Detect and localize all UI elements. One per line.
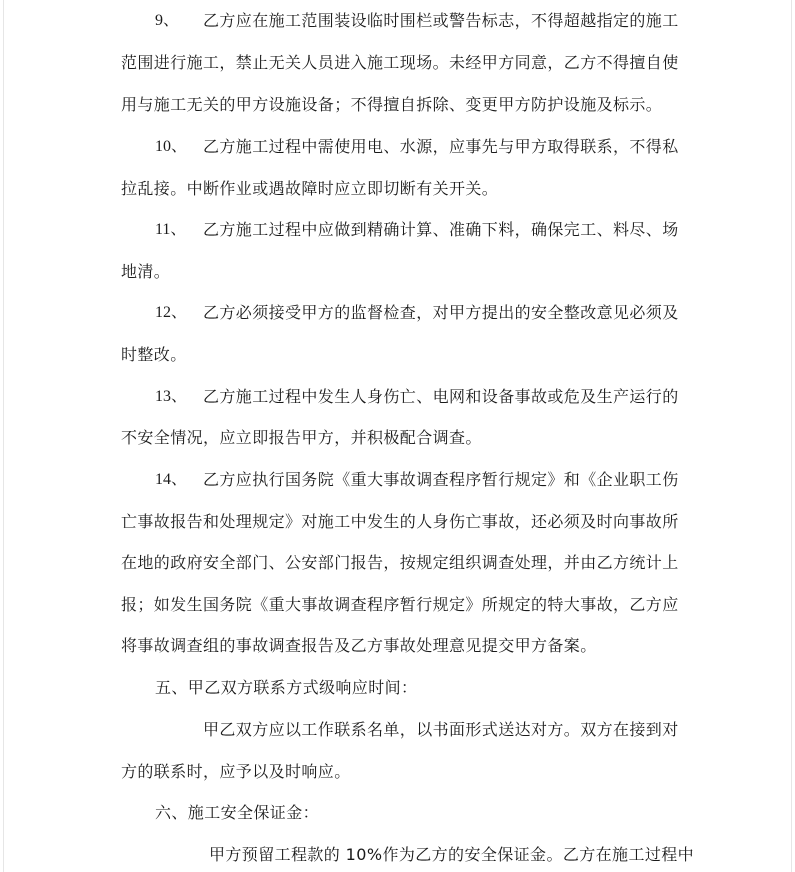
section-5-line-2: 方的联系时，应予以及时响应。 xyxy=(121,762,351,781)
item-14-line-1: 乙方应执行国务院《重大事故调查程序暂行规定》和《企业职工伤 xyxy=(203,470,679,489)
item-12-number: 12、 xyxy=(155,304,188,321)
item-13-number: 13、 xyxy=(155,388,188,405)
section-5-line-1: 甲乙双方应以工作联系名单，以书面形式送达对方。双方在接到对 xyxy=(203,720,679,739)
item-14-line-4: 报；如发生国务院《重大事故调查程序暂行规定》所规定的特大事故，乙方应 xyxy=(121,595,679,614)
page-right-border xyxy=(791,0,792,872)
item-10-line-2: 拉乱接。中断作业或遇故障时应立即切断有关开关。 xyxy=(121,179,499,198)
item-9-line-1: 乙方应在施工范围装设临时围栏或警告标志，不得超越指定的施工 xyxy=(203,11,679,30)
item-12-line-2: 时整改。 xyxy=(121,345,187,364)
item-9-line-3: 用与施工无关的甲方设施设备；不得擅自拆除、变更甲方防护设施及标示。 xyxy=(121,95,663,114)
item-11-line-2: 地清。 xyxy=(121,262,171,281)
item-12-line-1: 乙方必须接受甲方的监督检查，对甲方提出的安全整改意见必须及 xyxy=(203,303,679,322)
item-10-number: 10、 xyxy=(155,138,188,155)
section-6-heading: 六、施工安全保证金： xyxy=(155,803,320,822)
item-9-number: 9、 xyxy=(155,12,180,29)
item-13-line-1: 乙方施工过程中发生人身伤亡、电网和设备事故或危及生产运行的 xyxy=(203,387,679,406)
section-5-heading: 五、甲乙双方联系方式级响应时间： xyxy=(155,678,418,697)
page-left-border xyxy=(3,0,4,872)
item-13-line-2: 不安全情况，应立即报告甲方，并积极配合调查。 xyxy=(121,428,482,447)
item-11-number: 11、 xyxy=(155,221,187,238)
item-14-line-5: 将事故调查组的事故调查报告及乙方事故处理意见提交甲方备案。 xyxy=(121,636,597,655)
item-14-number: 14、 xyxy=(155,471,188,488)
item-14-line-2: 亡事故报告和处理规定》对施工中发生的人身伤亡事故，还必须及时向事故所 xyxy=(121,512,679,531)
item-14-line-3: 在地的政府安全部门、公安部门报告，按规定组织调查处理，并由乙方统计上 xyxy=(121,553,679,572)
item-11-line-1: 乙方施工过程中应做到精确计算、准确下料，确保完工、料尽、场 xyxy=(203,220,679,239)
section-6-line-1: 甲方预留工程款的 10%作为乙方的安全保证金。乙方在施工过程中 xyxy=(209,845,695,864)
item-9-line-2: 范围进行施工，禁止无关人员进入施工现场。未经甲方同意，乙方不得擅自使 xyxy=(121,53,679,72)
item-10-line-1: 乙方施工过程中需使用电、水源，应事先与甲方取得联系，不得私 xyxy=(203,137,679,156)
